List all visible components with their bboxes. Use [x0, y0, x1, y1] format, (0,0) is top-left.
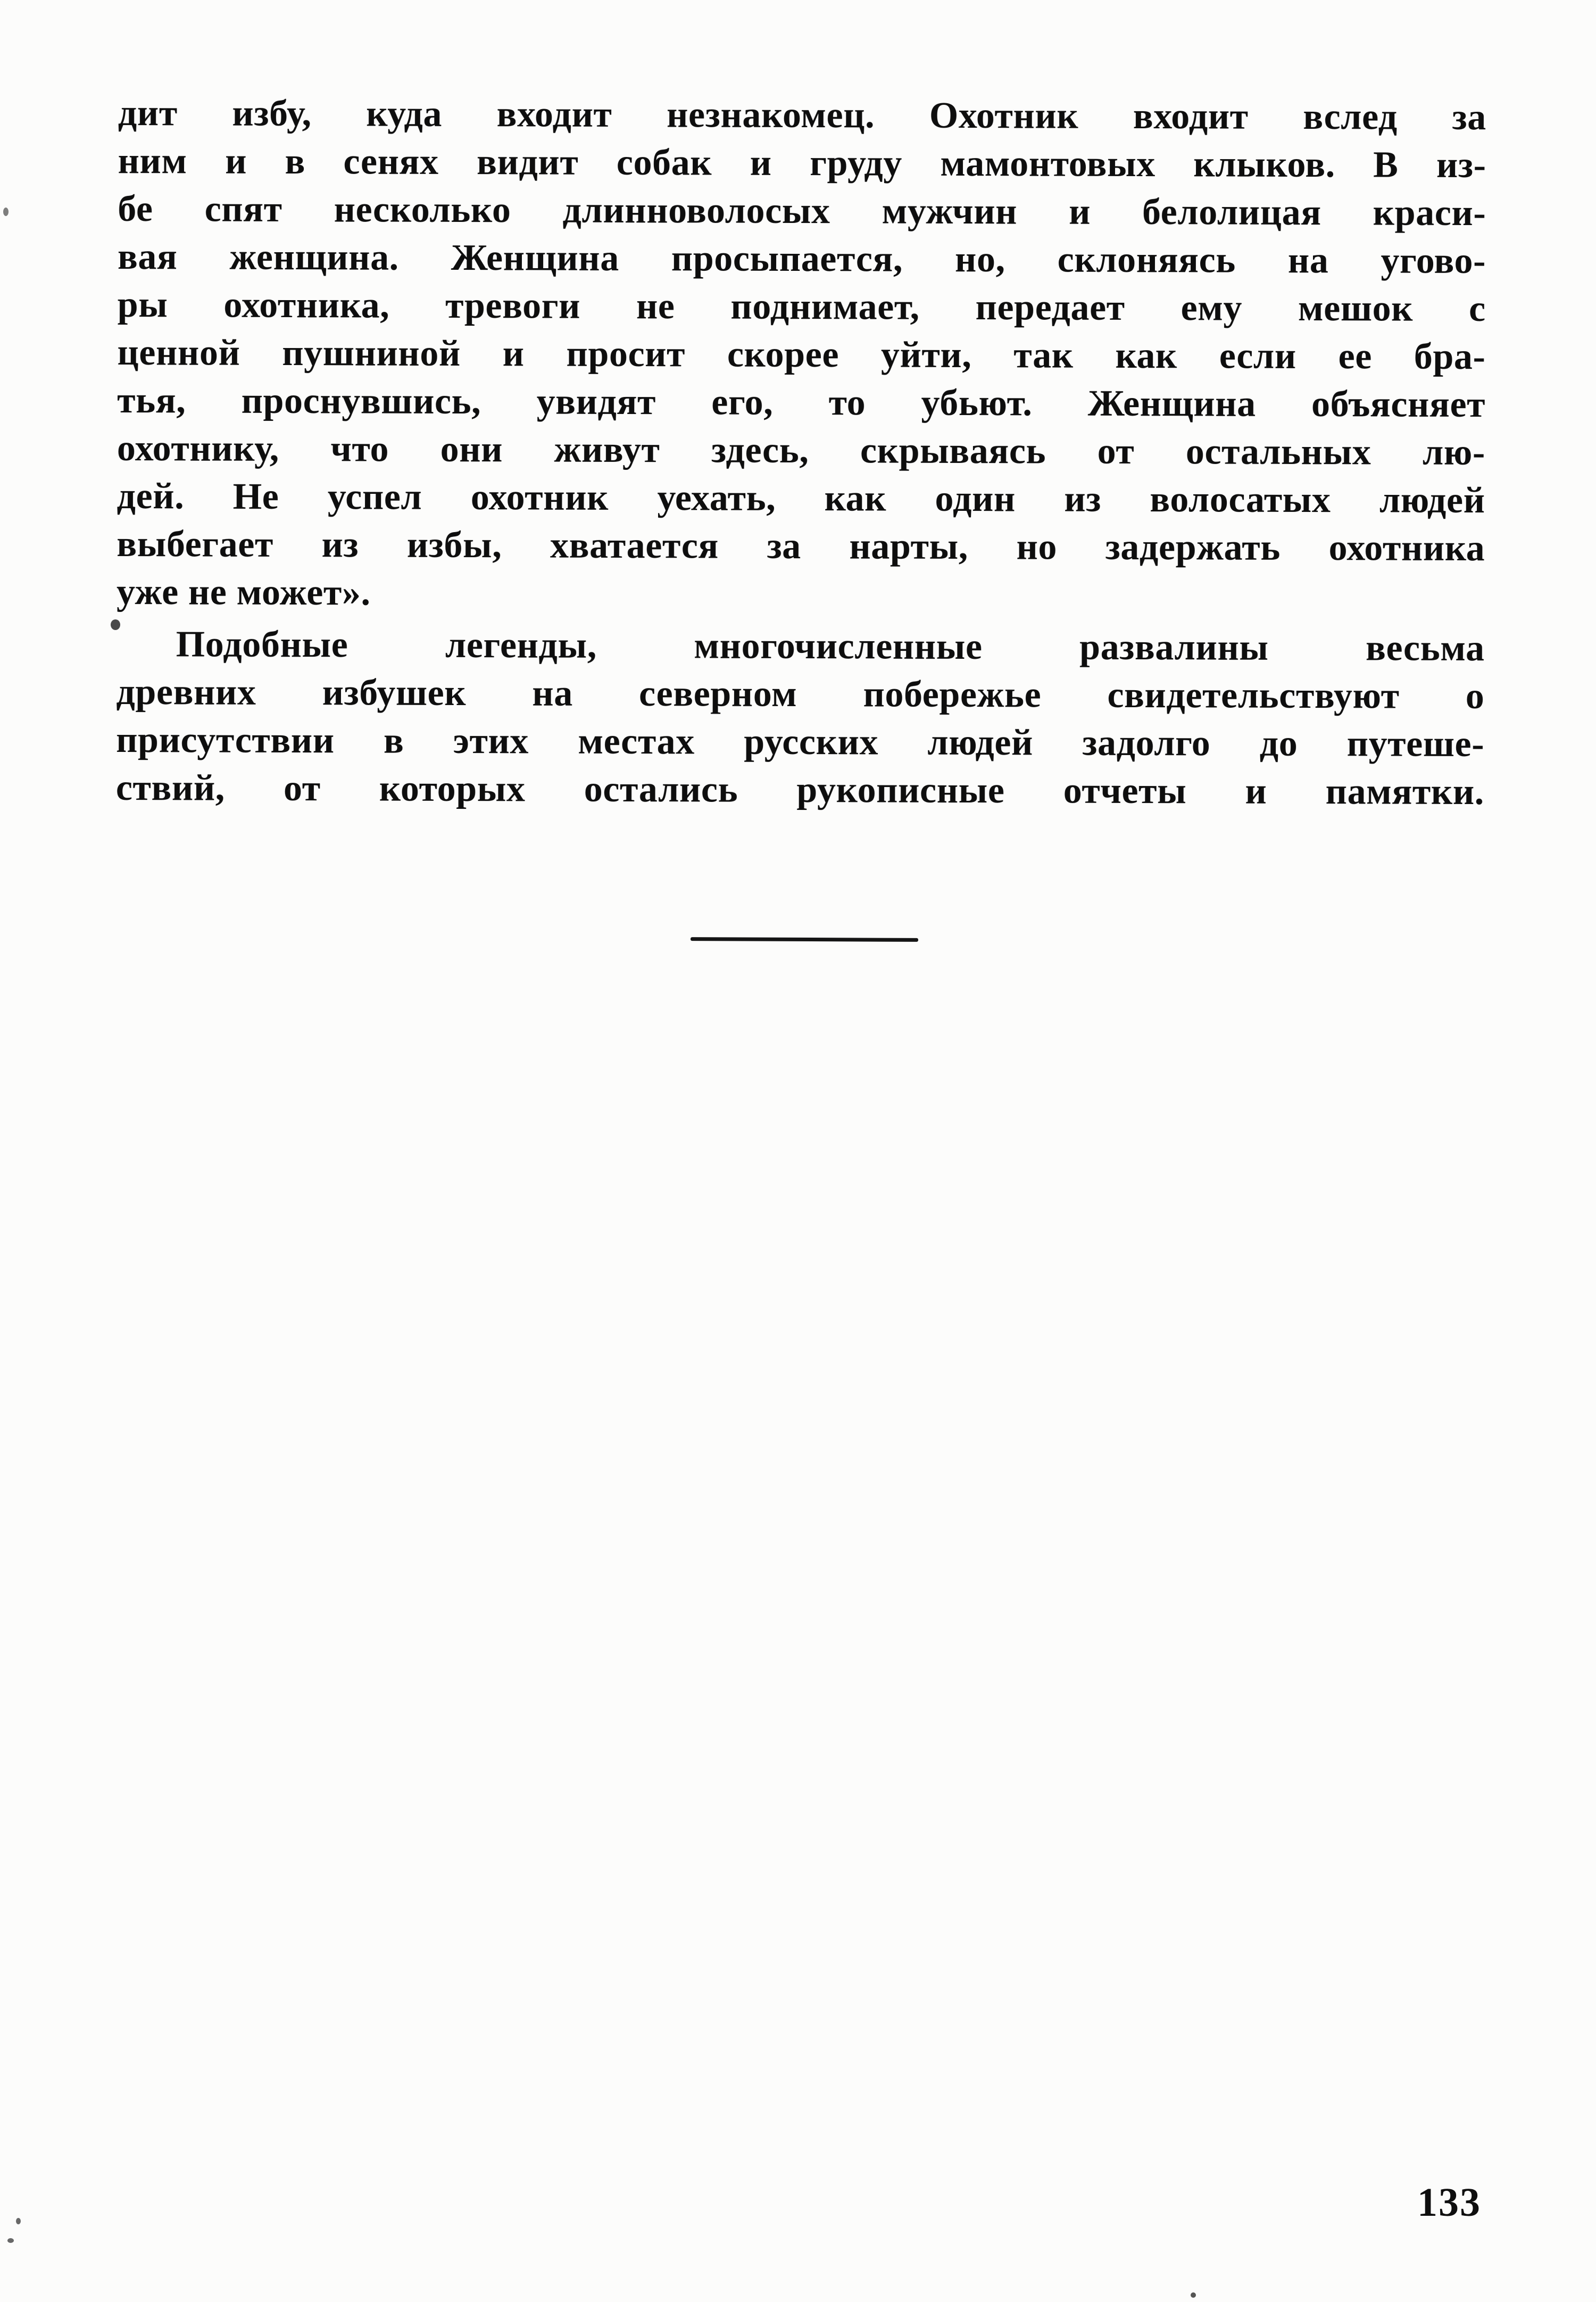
text-line: ры охотника, тревоги не поднимает, передает ему мешок с [117, 284, 1486, 330]
text-line: вая женщина. Женщина просыпается, но, склоняясь на угово- [117, 236, 1486, 282]
text-line: дей. Не успел охотник уехать, как один из волосатых людей [117, 475, 1485, 521]
text-line: тья, проснувшись, увидят его, то убьют. Женщина объясняет [117, 379, 1486, 426]
section-divider-rule [691, 937, 918, 942]
text-line: бе спят несколько длинноволосых мужчин и белолицая краси- [118, 188, 1486, 234]
text-line: Подобные легенды, многочисленные развалины весьма [176, 624, 1485, 669]
text-block [116, 89, 1486, 816]
paragraph-conclusion [116, 620, 1485, 816]
text-line: дит избу, куда входит незнакомец. Охотник входит вслед за [118, 92, 1486, 138]
text-line: ценной пушниной и просит скорее уйти, так как если ее бра- [117, 332, 1486, 378]
text-line: охотнику, что они живут здесь, скрываясь от остальных лю- [117, 427, 1485, 474]
text-line: ствий, от которых остались рукописные отчеты и памятки. [115, 767, 1484, 813]
scan-artifact [111, 619, 120, 630]
scan-artifact [7, 2238, 14, 2243]
text-line: древних избушек на северном побережье свидетельствуют о [116, 671, 1485, 717]
paragraph-legend [117, 89, 1486, 620]
text-line: выбегает из избы, хватается за нарты, но задержать охотника [117, 523, 1485, 569]
scan-artifact [16, 2218, 21, 2224]
page-number: 133 [1417, 2180, 1481, 2225]
text-line: присутствии в этих местах русских людей задолго до путеше- [116, 719, 1485, 765]
scan-artifact [1191, 2292, 1196, 2298]
text-line: уже не может». [116, 571, 371, 614]
scan-artifact [3, 208, 9, 216]
text-line: ним и в сенях видит собак и груду мамонтовых клыков. В из- [118, 140, 1486, 186]
